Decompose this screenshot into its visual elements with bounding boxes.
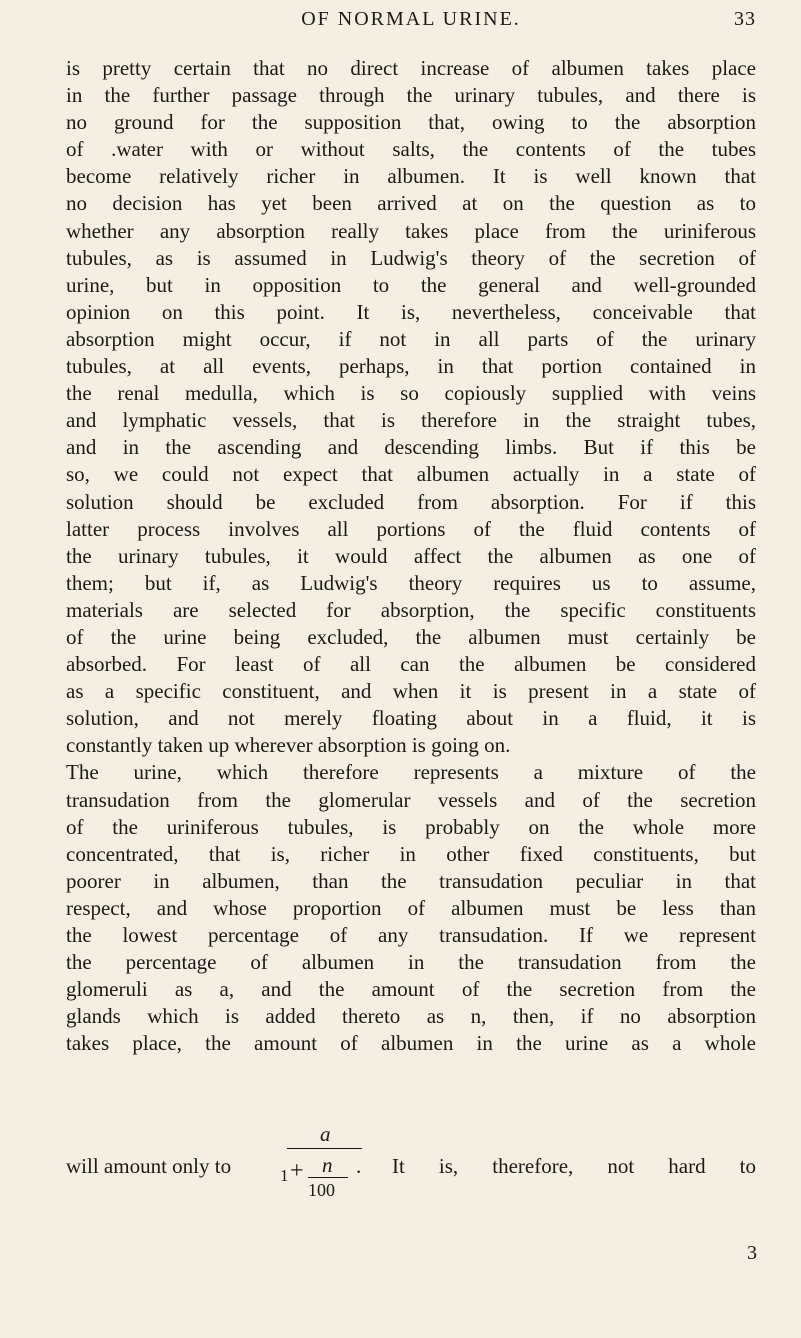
formula-one: 1: [280, 1166, 289, 1185]
text-line: glomeruli as a, and the amount of the secretion from the: [66, 977, 756, 1002]
text-line: solution should be excluded from absorption. For if this: [66, 489, 756, 514]
text-line: become relatively richer in albumen. It is well known that: [66, 164, 756, 189]
fraction-bar: [287, 1148, 362, 1149]
text-line: materials are selected for absorption, the specific constituents: [66, 597, 756, 622]
text-line: the lowest percentage of any transudation. If we represent: [66, 923, 756, 947]
text-line: the renal medulla, which is so copiously supplied with veins: [66, 381, 756, 406]
formula-period: .: [356, 1154, 362, 1178]
text-line: and lymphatic vessels, that is therefore in the straight tubes,: [66, 408, 756, 433]
formula-line: [66, 1122, 756, 1212]
text-line: The urine, which therefore represents a mixture of the: [66, 760, 756, 785]
text-line: absorption might occur, if not in all parts of the urinary: [66, 326, 756, 351]
text-line: concentrated, that is, richer in other fixed constituents, but: [66, 841, 756, 866]
text-line: in the further passage through the urinary tubules, and there is: [66, 83, 756, 108]
text-line: constantly taken up wherever absorption is going on.: [66, 733, 511, 758]
text-line: takes place, the amount of albumen in the urine as a whole: [66, 1031, 756, 1056]
text-line: tubules, as is assumed in Ludwig's theory of the secretion of: [66, 245, 756, 270]
text-line: as a specific constituent, and when it is present in a state of: [66, 679, 756, 704]
text-line: of the urine being excluded, the albumen must certainly be: [66, 624, 756, 649]
text-line: no ground for the supposition that, owing to the absorption: [66, 110, 756, 135]
text-line: them; but if, as Ludwig's theory requires us to assume,: [66, 570, 756, 595]
formula-numerator: a: [320, 1122, 331, 1146]
formula-lead-text: will amount only to: [66, 1154, 232, 1178]
text-line: absorbed. For least of all can the albumen be considered: [66, 652, 756, 677]
formula-hundred: 100: [308, 1180, 335, 1200]
text-line: of the uriniferous tubules, is probably on the whole more: [66, 814, 756, 839]
page-number: 33: [734, 8, 756, 30]
text-line: glands which is added thereto as n, then, if no absorption: [66, 1004, 756, 1029]
text-line: no decision has yet been arrived at on the question as to: [66, 191, 756, 216]
running-head: [66, 4, 756, 38]
formula-plus: +: [290, 1158, 304, 1184]
text-line: respect, and whose proportion of albumen must be less than: [66, 895, 756, 920]
text-line: latter process involves all portions of the fluid contents of: [66, 516, 756, 541]
text-line: urine, but in opposition to the general and well-grounded: [66, 272, 756, 297]
body-text: [66, 55, 756, 1057]
text-line: so, we could not expect that albumen actually in a state of: [66, 462, 756, 487]
text-line: whether any absorption really takes place from the uriniferous: [66, 218, 756, 243]
text-line: tubules, at all events, perhaps, in that portion contained in: [66, 354, 756, 379]
text-line: opinion on this point. It is, nevertheless, conceivable that: [66, 299, 756, 324]
text-line: and in the ascending and descending limbs. But if this be: [66, 435, 756, 460]
text-line: is pretty certain that no direct increase of albumen takes place: [66, 56, 756, 80]
text-line: the urinary tubules, it would affect the albumen as one of: [66, 543, 756, 568]
formula-trail-text: It is, therefore, not hard to: [392, 1154, 756, 1178]
text-line: the percentage of albumen in the transudation from the: [66, 950, 756, 975]
text-line: of .water with or without salts, the contents of the tubes: [66, 137, 756, 162]
signature-mark: 3: [747, 1242, 757, 1264]
inner-fraction-bar: [308, 1177, 348, 1178]
running-title: OF NORMAL URINE.: [301, 8, 521, 30]
text-line: solution, and not merely floating about in a fluid, it is: [66, 706, 756, 731]
text-line: transudation from the glomerular vessels and of the secretion: [66, 787, 756, 812]
formula-n: n: [322, 1153, 333, 1177]
text-line: poorer in albumen, than the transudation peculiar in that: [66, 868, 756, 893]
